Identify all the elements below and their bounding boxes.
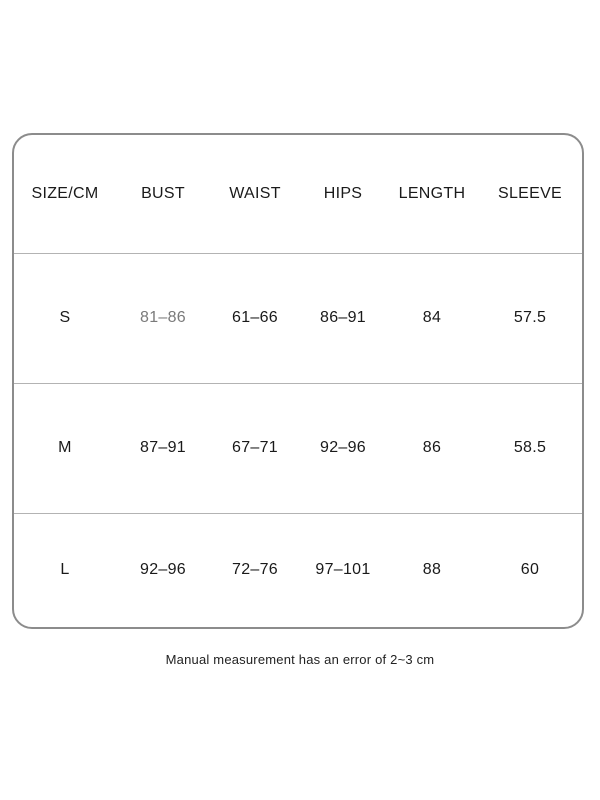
cell-length: 88 [386, 513, 478, 627]
size-chart-table [14, 135, 582, 627]
header-waist: WAIST [229, 184, 281, 202]
cell-length: 86 [386, 383, 478, 513]
header-bust: BUST [141, 184, 185, 202]
header-length: LENGTH [398, 184, 466, 202]
cell-length: 84 [386, 253, 478, 383]
header-size: SIZE/CM [31, 184, 99, 202]
cell-hips: 97–101 [300, 513, 386, 627]
cell-waist: 67–71 [210, 383, 300, 513]
table-row-s [14, 253, 582, 383]
size-chart-card [12, 133, 584, 629]
measurement-footnote: Manual measurement has an error of 2~3 cm [165, 652, 435, 667]
cell-bust: 81–86 [116, 253, 210, 383]
cell-hips: 92–96 [300, 383, 386, 513]
table-row-m [14, 383, 582, 513]
header-row [14, 135, 582, 253]
cell-bust: 92–96 [116, 513, 210, 627]
cell-sleeve: 60 [478, 513, 582, 627]
header-hips: HIPS [323, 184, 363, 202]
table-row-l [14, 513, 582, 627]
cell-sleeve: 58.5 [478, 383, 582, 513]
cell-size: M [14, 383, 116, 513]
cell-size: S [14, 253, 116, 383]
cell-hips: 86–91 [300, 253, 386, 383]
cell-size: L [14, 513, 116, 627]
cell-waist: 61–66 [210, 253, 300, 383]
header-sleeve: SLEEVE [497, 184, 563, 202]
cell-sleeve: 57.5 [478, 253, 582, 383]
cell-bust: 87–91 [116, 383, 210, 513]
cell-waist: 72–76 [210, 513, 300, 627]
